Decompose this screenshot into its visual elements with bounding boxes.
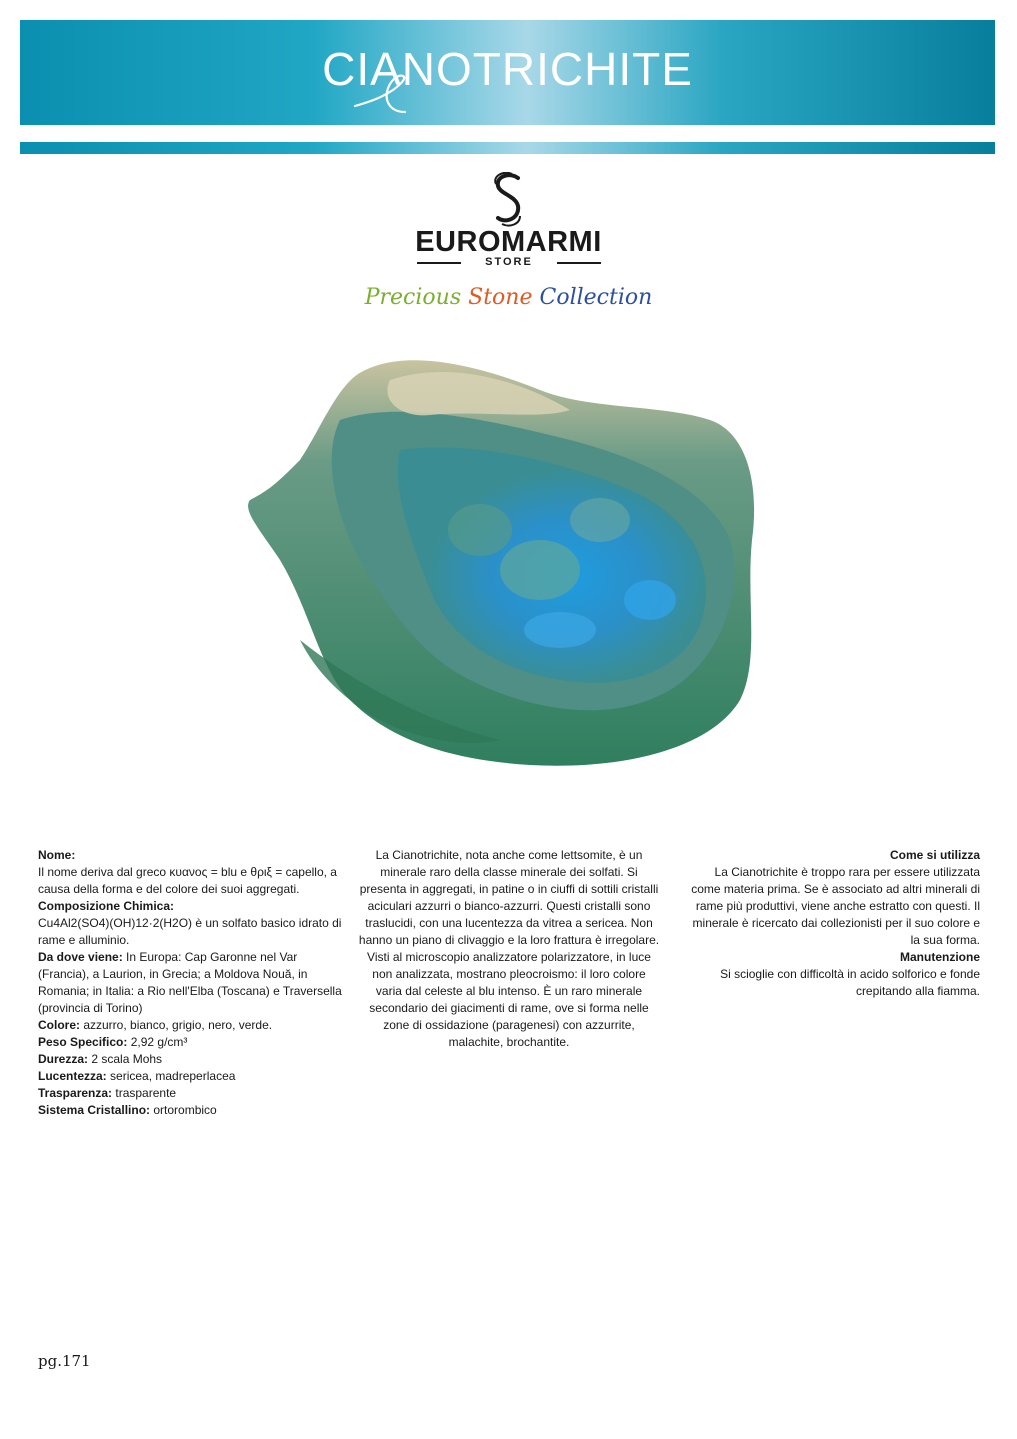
- divider-band: [20, 142, 995, 154]
- text-lucentezza: sericea, madreperlacea: [106, 1069, 236, 1083]
- page-title: CIANOTRICHITE: [322, 43, 693, 95]
- label-peso: Peso Specifico:: [38, 1035, 128, 1049]
- text-colore: azzurro, bianco, grigio, nero, verde.: [80, 1018, 273, 1032]
- euromarmi-logo-icon: [490, 172, 526, 228]
- label-colore: Colore:: [38, 1018, 80, 1032]
- label-lucentezza: Lucentezza:: [38, 1069, 107, 1083]
- brand-name: EUROMARMI: [415, 226, 602, 258]
- text-composizione: Cu4Al2(SO4)(OH)12·2(H2O) è un solfato basico idrato di rame e alluminio.: [38, 916, 342, 947]
- label-durezza: Durezza:: [38, 1052, 89, 1066]
- brand-store-row: [417, 256, 601, 270]
- text-origin: In Europa: Cap Garonne nel Var (Francia), a Laurion, in Grecia; a Moldova Nouă, in Romania; in Italia: a Rio nell'Elba (Toscana) e Traversella (provincia di Torino): [38, 950, 342, 1015]
- text-sistema: ortorombico: [150, 1103, 217, 1117]
- label-origin: Da dove viene:: [38, 950, 123, 964]
- label-nome: Nome:: [38, 848, 76, 862]
- page-number: pg.171: [38, 1352, 91, 1370]
- mineral-specimen-image: [240, 340, 780, 780]
- collection-tagline: [0, 285, 1017, 310]
- store-line-right: [557, 262, 601, 264]
- description-column: [358, 847, 660, 1051]
- label-trasparenza: Trasparenza:: [38, 1086, 113, 1100]
- usage-column: [684, 847, 980, 1000]
- text-durezza: 2 scala Mohs: [88, 1052, 163, 1066]
- tagline-word-collection: Collection: [539, 285, 653, 310]
- label-maint: Manutenzione: [900, 950, 980, 964]
- label-use: Come si utilizza: [889, 848, 980, 862]
- tagline-word-stone: Stone: [468, 285, 533, 310]
- brand-store: STORE: [485, 256, 533, 268]
- text-nome: Il nome deriva dal greco κυανος = blu e θριξ = capello, a causa della forma e del colore dei suoi aggregati.: [38, 865, 337, 896]
- text-peso: 2,92 g/cm³: [127, 1035, 188, 1049]
- properties-column: [38, 847, 348, 1119]
- text-trasparenza: trasparente: [112, 1086, 177, 1100]
- text-use: La Cianotrichite è troppo rara per essere utilizzata come materia prima. Se è associato ad altri minerali di rame più produttivi, viene anche estratto con questi. Il minerale è ricercato dai collezionisti per il suo colore e la sua forma.: [691, 865, 980, 947]
- text-maint: Si scioglie con difficoltà in acido solforico e fonde crepitando alla fiamma.: [720, 967, 980, 998]
- label-sistema: Sistema Cristallino:: [38, 1103, 151, 1117]
- tagline-word-precious: Precious: [364, 285, 462, 310]
- title-banner: [20, 20, 995, 125]
- description-text: La Cianotrichite, nota anche come lettsomite, è un minerale raro della classe minerale dei solfati. Si presenta in aggregati, in patine o in ciuffi di sottili cristalli aciculari azzurri o bianco-azzurri. Questi cristalli sono traslucidi, con una lucentezza da vitrea a sericea. Non hanno un piano di clivaggio e la loro frattura è irregolare. Visti al microscopio analizzatore polarizzatore, in luce non analizzata, mostrano pleocroismo: il loro colore varia dal celeste al blu intenso. È un raro minerale secondario dei giacimenti di rame, ove si forma nelle zone di ossidazione (paragenesi) con azzurrite, malachite, brochantite.: [358, 848, 660, 1049]
- label-composizione: Composizione Chimica:: [38, 899, 175, 913]
